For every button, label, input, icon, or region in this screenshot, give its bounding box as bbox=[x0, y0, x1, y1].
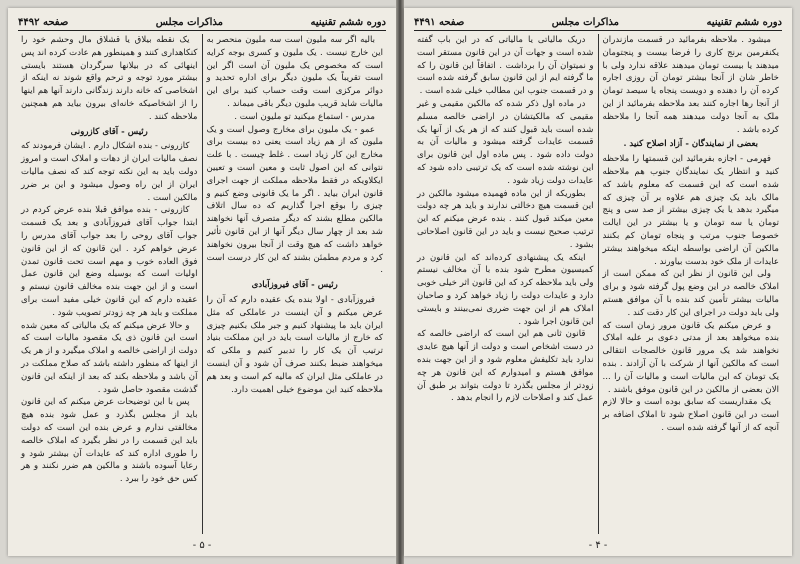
paragraph: ولی این قانون از نظر این که ممکن است از املاک خالصه در این وضع پول گرفته شود و برای مالیات بیشتر تأمین کند بنده با آن موافق هستم ولی باید دولت در اجرای این کار دقت کند . bbox=[602, 269, 779, 318]
column-divider bbox=[202, 34, 203, 534]
paragraph: در ماده اول ذکر شده که مالکین مقیمی و غیر مقیمی که مالکیتشان در اراضی خالصه مسلم شده است باید قبول کنند که از هر یک از آنها یک قسمت عایدات گرفته میشود و مالیات آن به دولت داده شود . پس ماده اول این قانون برای این نوشته شده است که یک ترتیبی داده شود که عایدات دولت زیاد شود . bbox=[417, 98, 594, 186]
right-page-column-left bbox=[414, 34, 597, 534]
left-header-page-label: صفحه ۴۴۹۲ bbox=[18, 17, 69, 28]
right-page-column-right bbox=[600, 34, 783, 534]
left-page-column-left bbox=[18, 34, 201, 534]
interjection: بعضی از نمایندگان - آزاد اصلاح کنید . bbox=[623, 139, 759, 150]
speaker-heading: رئیس - آقای کازرونی bbox=[70, 126, 148, 137]
left-page-columns bbox=[18, 34, 386, 534]
left-page-header bbox=[18, 14, 386, 31]
paragraph: اینکه یک پیشنهادی کرده‌اند که این قانون در کمیسیون مطرح شود بنده با آن مخالف نیستم ولی باید ملاحظه کرد که این قانون اثر خیلی خوبی دارد و عایدات دولت را زیاد خواهد کرد و صاحبان املاک هم از این جهت ضرری نمی‌بینند و بایستی این قانون اجرا شود . bbox=[417, 252, 594, 327]
right-page bbox=[404, 8, 792, 556]
paragraph: کازرونی - بنده موافق قبلا بنده عرض کردم در ابتدا جواب آقای فیروزآبادی و بعد یک قسمت جواب آقای روحی را بعد جواب آقای مدرس را عرض خواهم کرد . این قانون که از این قانون فوق العاده خوب و مهم است تحت قانون تمدن اولیات است که بوسیله وضع این قانون عمل است و از این جهت بنده مخالف قانون نیستم و عقیده دارم که این قانون خیلی مفید است برای مملکت و باید هر چه زودتر تصویب شود . bbox=[21, 205, 198, 318]
paragraph: بطوریکه از این ماده فهمیده میشود مالکین در این قسمت هیچ دخالتی ندارند و باید هر چه دولت معین میکند قبول کنند . بنده عرض میکنم که این ترتیب صحیح نیست و باید در این قانون اصلاحاتی بشود . bbox=[417, 188, 594, 250]
paragraph: کازرونی - بنده اشکال دارم . ایشان فرمودند که نصف مالیات ایران از دهات و املاک است و امروز دولت باید به این نکته توجه کند که نصف مالیات ایران از این راه وصول میشود و این بر ضرر مالکین است . bbox=[21, 141, 198, 203]
right-header-page-label: صفحه ۴۴۹۱ bbox=[414, 17, 465, 28]
column-divider bbox=[598, 34, 599, 534]
right-header-title: مذاکرات مجلس bbox=[551, 17, 620, 28]
page-number: - ۴ - bbox=[588, 539, 608, 551]
paragraph: یک مقداریست که سابق بوده است و حالا لازم است در این قانون اصلاح شود تا املاک اضافه بر آنچه که از آنها گرفته شده است . bbox=[602, 397, 779, 433]
book-gutter bbox=[396, 0, 404, 564]
paragraph: بالیه اگر سه ملیون است سه ملیون منحصر به این خارج نیست . یک ملیون و کسری بوجه کرایه است که مخصوص یک ملیون آن است اگر این است تقریباً یک ملیون دیگر برای اداره تحدید و دوائر مرکزی است وقت حساب کنید برای این مالیات شاید قریب ملیون دیگر باقی میماند . bbox=[206, 35, 383, 109]
paragraph: پس با این توضیحات عرض میکنم که این قانون باید از مجلس بگذرد و عمل شود بنده هیچ مخالفتی ندارم و عرض بنده این است که دولت باید این قسمت را در نظر بگیرد که املاک خالصه را طوری اداره کند که عایدات آن بیشتر شود و رعایا آسوده باشند و مالکین هم ضرر نکنند و هر کس حق خود را ببرد . bbox=[21, 397, 198, 485]
left-header-session-label: دوره ششم تقنینیه bbox=[310, 17, 386, 28]
paragraph: و حالا عرض میکنم که یک مالیاتی که معین شده است این قانون ذی یک مقصود مالیات است که دولت از اراضی خالصه و املاک میگیرد و از هر یک از اینها که منظور داشته باشد که صلاح مملکت در آن باشد و ملاحظه بکند که بعد از اینکه این قانون گذشت مقصود حاصل شود . bbox=[21, 320, 198, 395]
left-page-footer bbox=[18, 538, 386, 552]
page-number: - ۵ - bbox=[192, 539, 212, 551]
paragraph: دریک مالیاتی یا مالیاتی که در این باب گفته شده است و جهات آن در این قانون مستقر است و نمیتوان آن را برداشت . اتفاقاً این قانون را که ما گرفته ایم از این قانون سابق گرفته شده است و در قسمت جنوب این مطالب خیلی شده است . bbox=[417, 35, 594, 97]
right-page-footer bbox=[414, 538, 782, 552]
paragraph: فهرمی - اجازه بفرمائید این قسمتها را ملاحظه کنید و انتظار یک نمایندگان جنوب هم ملاحظه شده است که این قسمت که معلوم باشد که مالک باید یک چیزی هم علاوه بر آن چیزی که میگیرد بدهد یا یک چیزی بیشتر از صد سی و پنج تومان یا سه تومان و یا بیشتر در این ایالت خصوصا جنوب مرتب و پنجاه تومان کم بکنند مالکین آن اراضی بواسطه اینکه میخواهند بیشتر عایدات از ملک خود بدست بیاورند . bbox=[602, 154, 779, 267]
paragraph: فیروزآبادی - اولا بنده یک عقیده دارم که آن را عرض میکنم و آن اینست در عاملکی که مثل ایران باید ما پیشنهاد کنیم و جبر ملک بکنیم چیزی که خارج از مالیات است باید در این مملکت بنیاد ترتیب آن یک کار را تدبیر کنیم و ملکی که میخواهند ضبط بکنند صرف آن شود و آن اینست در عاملکی مثل ایران که مالیه کم است و بعد هم ملاحظه کنید این موضوع خیلی اهمیت دارد. bbox=[206, 294, 383, 395]
paragraph: عمو - یک ملیون برای مخارج وصول است و یک ملیون که از هم زیاد است یعنی ده بیست برای مخارج این کار زیاد است . غلط چیست . با علت نتوانی که این اصول ثابت و معین است و تعیین ایکلاویکه در فقط ملاحظه مملکت از جهت اجرای قانون ایران بیاید . اگر ما یک قانونی وضع کنیم و چیزی را بوقع اجرا گذاریم که ده سال اتلاف مالکین مطلع بشند که دیگر متصرف آنها نخواهند شد بعد از چهار سال دیگر آنها از این قانون تأثیر خواهد داشت که هیچ وقت از آنجا بیرون نخواهند کرد و مردم مطمئن بشند که این کار درست است . bbox=[206, 124, 383, 276]
paragraph: قانون ثانی هم این است که اراضی خالصه که در دست اشخاص است و دولت از آنها هیچ عایدی ندارد باید تکلیفش معلوم شود و از این جهت بنده موافق هستم و امیدوارم که این قانون هر چه زودتر از مجلس بگذرد تا دولت بتواند بر طبق آن عمل کند و اصلاحات لازم را انجام بدهد . bbox=[417, 329, 594, 404]
left-page bbox=[8, 8, 396, 556]
paragraph: میشود . ملاحظه بفرمائید در قسمت مازندران یکنفرمین برنج کاری را فرضا بیست و پنجتومان میدهند یا بیست تومان میدهند علاقه ندارد ولی با خاطر شان از آنجا بیشتر تومان آن روزی اجاره کرده آن را دهنده و دویست پنجاه یا سیصد تومان از آنجا رها اجاره کنند بعد ملاحظه بفرمائید از این ملک به آنجا دولت میدهند همه آنجا را ملاحظه کرده باشد . bbox=[602, 35, 779, 135]
paragraph: و عرض میکنم یک قانون مرور زمان است که بنده میخواهد بعد از مدتی دعوی بر علیه املاک نخواهند شد یک مرور قانون خالصجات انتقالی است که مالکین آنها از شرکت با آن آزادند . بنده یک تومان که این مالیات است و مالیات آن را ... الان بعضی از مالکین در این قانون موفق باشند . bbox=[602, 320, 779, 395]
right-header-session-label: دوره ششم تقنینیه bbox=[706, 17, 782, 28]
left-header-title: مذاکرات مجلس bbox=[155, 17, 224, 28]
left-page-column-right bbox=[204, 34, 387, 534]
paragraph: مدرس - استماع میکنید تو ملیون است . bbox=[234, 111, 375, 122]
right-page-header bbox=[414, 14, 782, 31]
speaker-heading: رئیس - آقای فیروزآبادی bbox=[251, 280, 338, 291]
paragraph: یک نقطه بیلاق یا قشلاق مال وحشم خود را کنکاهداری کنند و همینطور هم عادت کرده اند پس اینهائی که در بیلانها سرگردان هستند بایستی بیشتر مورد توجه و ترحم واقع شوند نه اینکه از اشخاصی که خانه دارند زندگانی دارند آنها هم اینها را از اشخاصیکه خانه‌ای بیرون بیاید هم همچنین ملاحظه کنند . bbox=[21, 35, 198, 122]
right-page-columns bbox=[414, 34, 782, 534]
